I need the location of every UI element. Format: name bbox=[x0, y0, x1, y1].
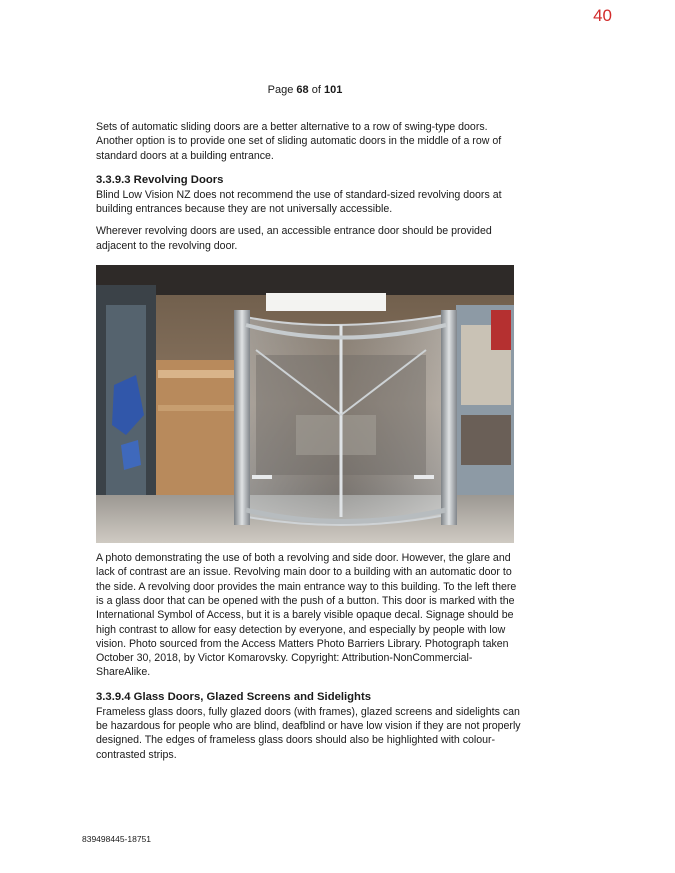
page-prefix: Page bbox=[267, 84, 297, 96]
document-id-footer: 839498445-18751 bbox=[82, 834, 152, 844]
page-header bbox=[0, 84, 610, 96]
total-pages: 101 bbox=[323, 84, 343, 96]
glass-doors-paragraph: Frameless glass doors, fully glazed doors (with frames), glazed screens and sidelights can be hazardous for people who are blind, deafblind or have low vision if they are not properly designed. The edges of frameless glass doors should also be highlighted with colour-contrasted strips. bbox=[96, 705, 521, 761]
corner-page-number: 40 bbox=[593, 6, 612, 25]
page-of: of bbox=[308, 84, 324, 96]
revolving-door-photo bbox=[96, 265, 514, 543]
photo-caption: A photo demonstrating the use of both a revolving and side door. However, the glare and lack of contrast are an issue. Revolving main door to a building with an automatic door to the side. A revolving door provides the main entrance way to this building. To the left there is a glass door that can be opened with the push of a button. This door is marked with the International Symbol of Access, but it is a barely visible opaque decal. Signage should be high contrast to allow for easy detection by everyone, and especially by people with low vision. Photo sourced from the Access Matters Photo Barriers Library. Photograph taken October 30, 2018, by Victor Komarovsky. Copyright: Attribution-NonCommercial-ShareAlike. bbox=[96, 552, 517, 679]
document-body bbox=[96, 120, 521, 770]
revolving-doors-heading: 3.3.9.3 Revolving Doors bbox=[96, 173, 224, 186]
revolving-doors-paragraph-1: Blind Low Vision NZ does not recommend the use of standard-sized revolving doors at building entrances because they are not universally accessible. bbox=[96, 188, 502, 216]
intro-paragraph: Sets of automatic sliding doors are a better alternative to a row of swing-type doors. Another option is to provide one set of sliding automatic doors in the middle of a row of standard doors at a building entrance. bbox=[96, 121, 502, 162]
revolving-doors-paragraph-2: Wherever revolving doors are used, an accessible entrance door should be provided adjacent to the revolving door. bbox=[96, 225, 492, 252]
current-page: 68 bbox=[296, 84, 309, 96]
glass-doors-heading: 3.3.9.4 Glass Doors, Glazed Screens and Sidelights bbox=[96, 690, 371, 703]
